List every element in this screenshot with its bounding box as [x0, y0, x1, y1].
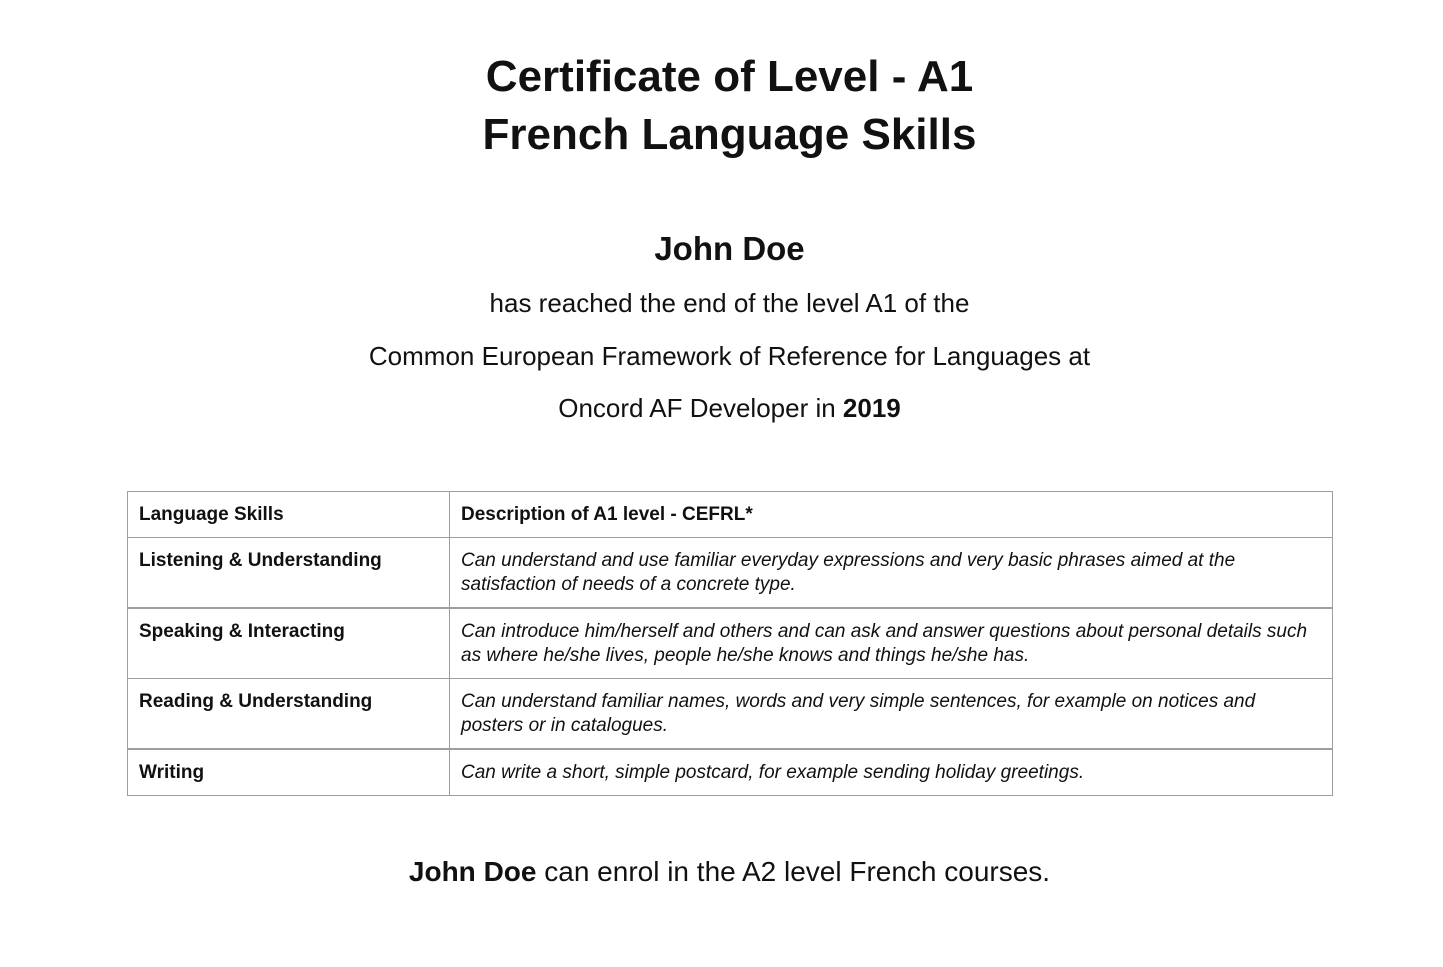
- enrolment-statement: [0, 850, 1443, 894]
- title-line-2: French Language Skills: [482, 110, 977, 159]
- certificate-title: [0, 48, 1443, 164]
- footer-recipient-name: John Doe: [408, 856, 537, 887]
- statement-line-3-prefix: Oncord AF Developer in: [558, 393, 843, 423]
- recipient-section: [0, 226, 1443, 435]
- statement-line-1: has reached the end of the level A1 of the: [489, 288, 970, 318]
- table-row: [128, 749, 1333, 796]
- skill-description: Can understand and use familiar everyday expressions and very basic phrases aimed at the satisfaction of needs of a concrete type.: [450, 538, 1333, 609]
- skill-name: Listening & Understanding: [128, 538, 450, 609]
- title-line-1: Certificate of Level - A1: [485, 52, 974, 101]
- table-header-row: [128, 492, 1333, 538]
- recipient-name: John Doe: [654, 230, 805, 267]
- statement-line-2: Common European Framework of Reference for Languages at: [368, 340, 1091, 371]
- skill-name: Writing: [128, 749, 450, 796]
- header-language-skills: Language Skills: [128, 492, 450, 538]
- skill-description: Can understand familiar names, words and very simple sentences, for example on notices and posters or in catalogues.: [450, 679, 1333, 750]
- table-row: [128, 538, 1333, 609]
- certificate-year: 2019: [842, 393, 901, 423]
- skills-table: [127, 491, 1333, 796]
- header-description: Description of A1 level - CEFRL*: [450, 492, 1333, 538]
- skill-description: Can introduce him/herself and others and can ask and answer questions about personal details such as where he/she lives, people he/she knows and things he/she has.: [450, 608, 1333, 679]
- skill-name: Reading & Understanding: [128, 679, 450, 750]
- statement-line-3: [0, 382, 1443, 435]
- skill-description: Can write a short, simple postcard, for example sending holiday greetings.: [450, 749, 1333, 796]
- skill-name: Speaking & Interacting: [128, 608, 450, 679]
- table-row: [128, 679, 1333, 750]
- table-row: [128, 608, 1333, 679]
- footer-text: can enrol in the A2 level French courses.: [536, 856, 1051, 887]
